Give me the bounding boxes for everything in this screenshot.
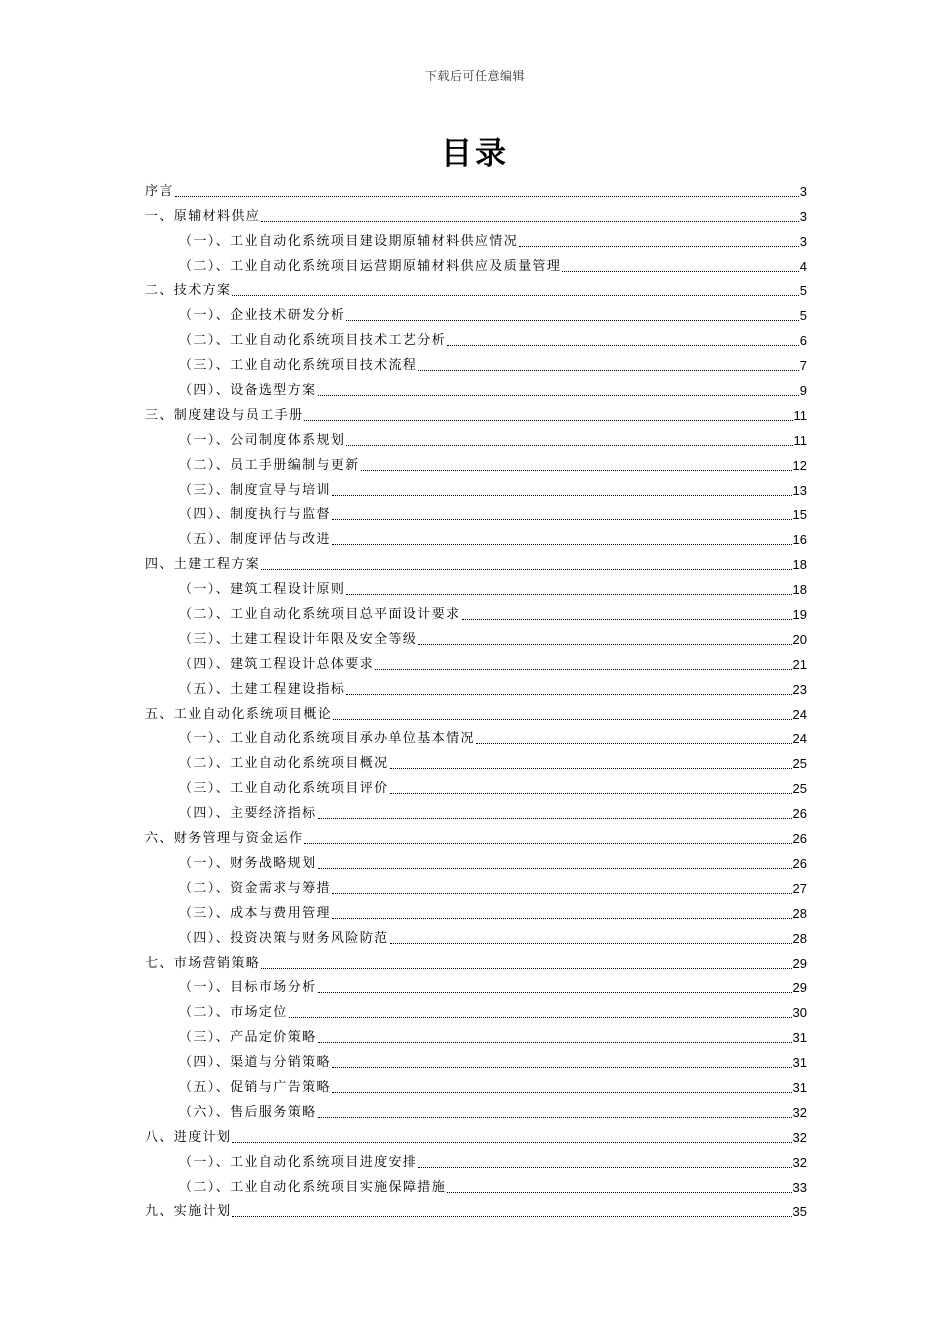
toc-dot-leader (332, 544, 792, 545)
toc-entry-title: （四）、投资决策与财务风险防范 (179, 930, 389, 946)
toc-entry-title: （一）、公司制度体系规划 (179, 432, 346, 448)
toc-entry-page: 31 (792, 1055, 807, 1071)
toc-entry-title: 七、市场营销策略 (145, 955, 261, 971)
toc-entry-page: 26 (792, 831, 807, 847)
toc-entry[interactable] (145, 449, 807, 474)
table-of-contents (145, 175, 807, 1220)
toc-entry[interactable] (145, 499, 807, 524)
toc-entry-title: （一）、建筑工程设计原则 (179, 582, 346, 598)
toc-dot-leader (390, 793, 792, 794)
toc-entry-page: 7 (799, 358, 807, 374)
toc-dot-leader (346, 594, 791, 595)
toc-entry-title: （二）、资金需求与筹措 (179, 880, 331, 896)
toc-dot-leader (346, 445, 792, 446)
toc-entry[interactable] (145, 1121, 807, 1146)
toc-entry[interactable] (145, 523, 807, 548)
toc-entry[interactable] (145, 175, 807, 200)
toc-entry[interactable] (145, 299, 807, 324)
toc-dot-leader (332, 1092, 792, 1093)
toc-entry-title: （三）、产品定价策略 (179, 1030, 317, 1046)
toc-dot-leader (375, 669, 791, 670)
toc-entry-title: 一、原辅材料供应 (145, 208, 261, 224)
toc-entry-page: 4 (799, 258, 807, 274)
toc-entry-page: 25 (792, 756, 807, 772)
toc-entry[interactable] (145, 872, 807, 897)
toc-entry-page: 30 (792, 1005, 807, 1021)
toc-entry-page: 16 (792, 532, 807, 548)
toc-entry-page: 5 (799, 308, 807, 324)
toc-dot-leader (318, 395, 799, 396)
toc-entry-title: （四）、制度执行与监督 (179, 507, 331, 523)
toc-entry-title: 序言 (145, 183, 174, 199)
toc-entry-page: 28 (792, 905, 807, 921)
toc-dot-leader (232, 1142, 791, 1143)
toc-entry[interactable] (145, 648, 807, 673)
toc-entry-page: 19 (792, 607, 807, 623)
toc-entry-page: 3 (799, 233, 807, 249)
toc-entry-page: 18 (792, 582, 807, 598)
toc-entry-page: 32 (792, 1104, 807, 1120)
toc-dot-leader (318, 1042, 792, 1043)
toc-entry-page: 3 (799, 208, 807, 224)
toc-entry-page: 31 (792, 1030, 807, 1046)
toc-entry[interactable] (145, 822, 807, 847)
toc-entry-title: （一）、企业技术研发分析 (179, 308, 346, 324)
toc-dot-leader (332, 1067, 792, 1068)
toc-dot-leader (304, 420, 792, 421)
toc-entry-page: 9 (799, 383, 807, 399)
toc-entry-title: （四）、主要经济指标 (179, 806, 317, 822)
toc-dot-leader (361, 470, 792, 471)
toc-entry-title: （二）、工业自动化系统项目运营期原辅材料供应及质量管理 (179, 258, 562, 274)
toc-entry[interactable] (145, 399, 807, 424)
toc-dot-leader (346, 320, 798, 321)
toc-dot-leader (332, 893, 792, 894)
toc-entry-title: 二、技术方案 (145, 283, 232, 299)
toc-entry[interactable] (145, 797, 807, 822)
toc-dot-leader (418, 370, 798, 371)
toc-entry[interactable] (145, 1021, 807, 1046)
toc-entry[interactable] (145, 324, 807, 349)
toc-entry[interactable] (145, 1196, 807, 1221)
toc-entry-title: 六、财务管理与资金运作 (145, 831, 304, 847)
toc-entry-page: 29 (792, 980, 807, 996)
toc-entry-page: 26 (792, 806, 807, 822)
toc-entry-title: （三）、制度宣导与培训 (179, 482, 331, 498)
toc-entry[interactable] (145, 573, 807, 598)
toc-entry-title: （三）、工业自动化系统项目评价 (179, 781, 389, 797)
header-note: 下载后可任意编辑 (424, 69, 525, 83)
toc-dot-leader (318, 1117, 792, 1118)
toc-entry[interactable] (145, 1071, 807, 1096)
toc-entry[interactable] (145, 723, 807, 748)
toc-entry-title: （四）、渠道与分销策略 (179, 1055, 331, 1071)
toc-entry[interactable] (145, 698, 807, 723)
toc-entry[interactable] (145, 548, 807, 573)
toc-entry-page: 32 (792, 1154, 807, 1170)
toc-entry-page: 32 (792, 1129, 807, 1145)
toc-entry-title: 八、进度计划 (145, 1129, 232, 1145)
toc-entry-title: （五）、制度评估与改进 (179, 532, 331, 548)
toc-entry-page: 11 (793, 407, 807, 423)
toc-dot-leader (462, 619, 792, 620)
toc-entry[interactable] (145, 424, 807, 449)
toc-entry[interactable] (145, 747, 807, 772)
toc-entry-page: 6 (799, 333, 807, 349)
toc-dot-leader (390, 768, 792, 769)
toc-entry[interactable] (145, 1096, 807, 1121)
toc-dot-leader (304, 843, 791, 844)
toc-entry-title: （四）、设备选型方案 (179, 383, 317, 399)
toc-entry-page: 33 (792, 1179, 807, 1195)
toc-entry-title: （二）、工业自动化系统项目实施保障措施 (179, 1179, 447, 1195)
toc-dot-leader (447, 1192, 791, 1193)
toc-entry-page: 12 (792, 457, 807, 473)
toc-dot-leader (332, 495, 792, 496)
toc-entry[interactable] (145, 772, 807, 797)
toc-entry[interactable] (145, 349, 807, 374)
toc-entry-page: 15 (792, 507, 807, 523)
toc-dot-leader (332, 519, 792, 520)
toc-entry-page: 29 (792, 955, 807, 971)
toc-entry-title: （五）、土建工程建设指标 (179, 681, 346, 697)
toc-entry[interactable] (145, 1171, 807, 1196)
toc-dot-leader (261, 968, 791, 969)
toc-dot-leader (332, 918, 792, 919)
toc-entry-title: （三）、成本与费用管理 (179, 905, 331, 921)
toc-entry-title: （四）、建筑工程设计总体要求 (179, 656, 375, 672)
toc-entry-page: 26 (792, 855, 807, 871)
toc-entry[interactable] (145, 598, 807, 623)
toc-dot-leader (519, 246, 799, 247)
toc-dot-leader (447, 345, 799, 346)
toc-entry[interactable] (145, 847, 807, 872)
toc-entry[interactable] (145, 897, 807, 922)
toc-entry-title: （二）、市场定位 (179, 1005, 288, 1021)
toc-entry-title: （一）、工业自动化系统项目承办单位基本情况 (179, 731, 475, 747)
toc-dot-leader (562, 271, 798, 272)
toc-entry-title: （一）、工业自动化系统项目进度安排 (179, 1154, 418, 1170)
toc-entry-title: （二）、员工手册编制与更新 (179, 457, 360, 473)
toc-entry-page: 5 (799, 283, 807, 299)
toc-entry-page: 35 (792, 1204, 807, 1220)
toc-dot-leader (418, 1167, 791, 1168)
toc-entry[interactable] (145, 275, 807, 300)
toc-entry-page: 20 (792, 631, 807, 647)
toc-entry[interactable] (145, 250, 807, 275)
toc-entry-page: 11 (793, 432, 807, 448)
toc-entry[interactable] (145, 972, 807, 997)
toc-dot-leader (318, 868, 792, 869)
page-title: 目录 (441, 136, 509, 172)
toc-entry[interactable] (145, 1046, 807, 1071)
toc-entry-title: 九、实施计划 (145, 1204, 232, 1220)
toc-entry-title: （二）、工业自动化系统项目概况 (179, 756, 389, 772)
toc-dot-leader (289, 1017, 792, 1018)
toc-entry-title: （一）、财务战略规划 (179, 855, 317, 871)
toc-dot-leader (175, 196, 799, 197)
toc-entry-page: 27 (792, 880, 807, 896)
toc-dot-leader (390, 943, 792, 944)
toc-dot-leader (261, 569, 791, 570)
toc-entry[interactable] (145, 474, 807, 499)
toc-entry-title: 三、制度建设与员工手册 (145, 407, 304, 423)
toc-dot-leader (476, 743, 792, 744)
toc-entry[interactable] (145, 947, 807, 972)
toc-dot-leader (418, 644, 791, 645)
toc-entry-page: 13 (792, 482, 807, 498)
toc-entry-title: （二）、工业自动化系统项目总平面设计要求 (179, 607, 461, 623)
toc-dot-leader (232, 1216, 791, 1217)
toc-entry-title: （一）、工业自动化系统项目建设期原辅材料供应情况 (179, 233, 519, 249)
toc-dot-leader (318, 818, 792, 819)
toc-entry-title: 四、土建工程方案 (145, 557, 261, 573)
toc-entry[interactable] (145, 623, 807, 648)
toc-dot-leader (318, 992, 792, 993)
toc-entry-page: 21 (792, 656, 807, 672)
toc-entry-page: 18 (792, 557, 807, 573)
toc-entry-title: （二）、工业自动化系统项目技术工艺分析 (179, 333, 447, 349)
toc-dot-leader (333, 719, 791, 720)
toc-entry-page: 24 (792, 731, 807, 747)
toc-dot-leader (232, 295, 798, 296)
toc-entry-page: 28 (792, 930, 807, 946)
toc-entry[interactable] (145, 225, 807, 250)
toc-entry-page: 25 (792, 781, 807, 797)
toc-entry-title: 五、工业自动化系统项目概论 (145, 706, 333, 722)
toc-dot-leader (346, 694, 791, 695)
toc-entry[interactable] (145, 374, 807, 399)
toc-entry[interactable] (145, 1146, 807, 1171)
toc-entry[interactable] (145, 922, 807, 947)
toc-entry-page: 31 (792, 1079, 807, 1095)
toc-entry-page: 24 (792, 706, 807, 722)
toc-entry-title: （三）、工业自动化系统项目技术流程 (179, 358, 418, 374)
toc-entry-page: 3 (799, 183, 807, 199)
toc-entry-title: （三）、土建工程设计年限及安全等级 (179, 631, 418, 647)
toc-entry-title: （五）、促销与广告策略 (179, 1079, 331, 1095)
toc-entry[interactable] (145, 673, 807, 698)
toc-entry[interactable] (145, 996, 807, 1021)
toc-entry-title: （一）、目标市场分析 (179, 980, 317, 996)
toc-entry-title: （六）、售后服务策略 (179, 1104, 317, 1120)
toc-dot-leader (261, 221, 799, 222)
toc-entry-page: 23 (792, 681, 807, 697)
toc-entry[interactable] (145, 200, 807, 225)
